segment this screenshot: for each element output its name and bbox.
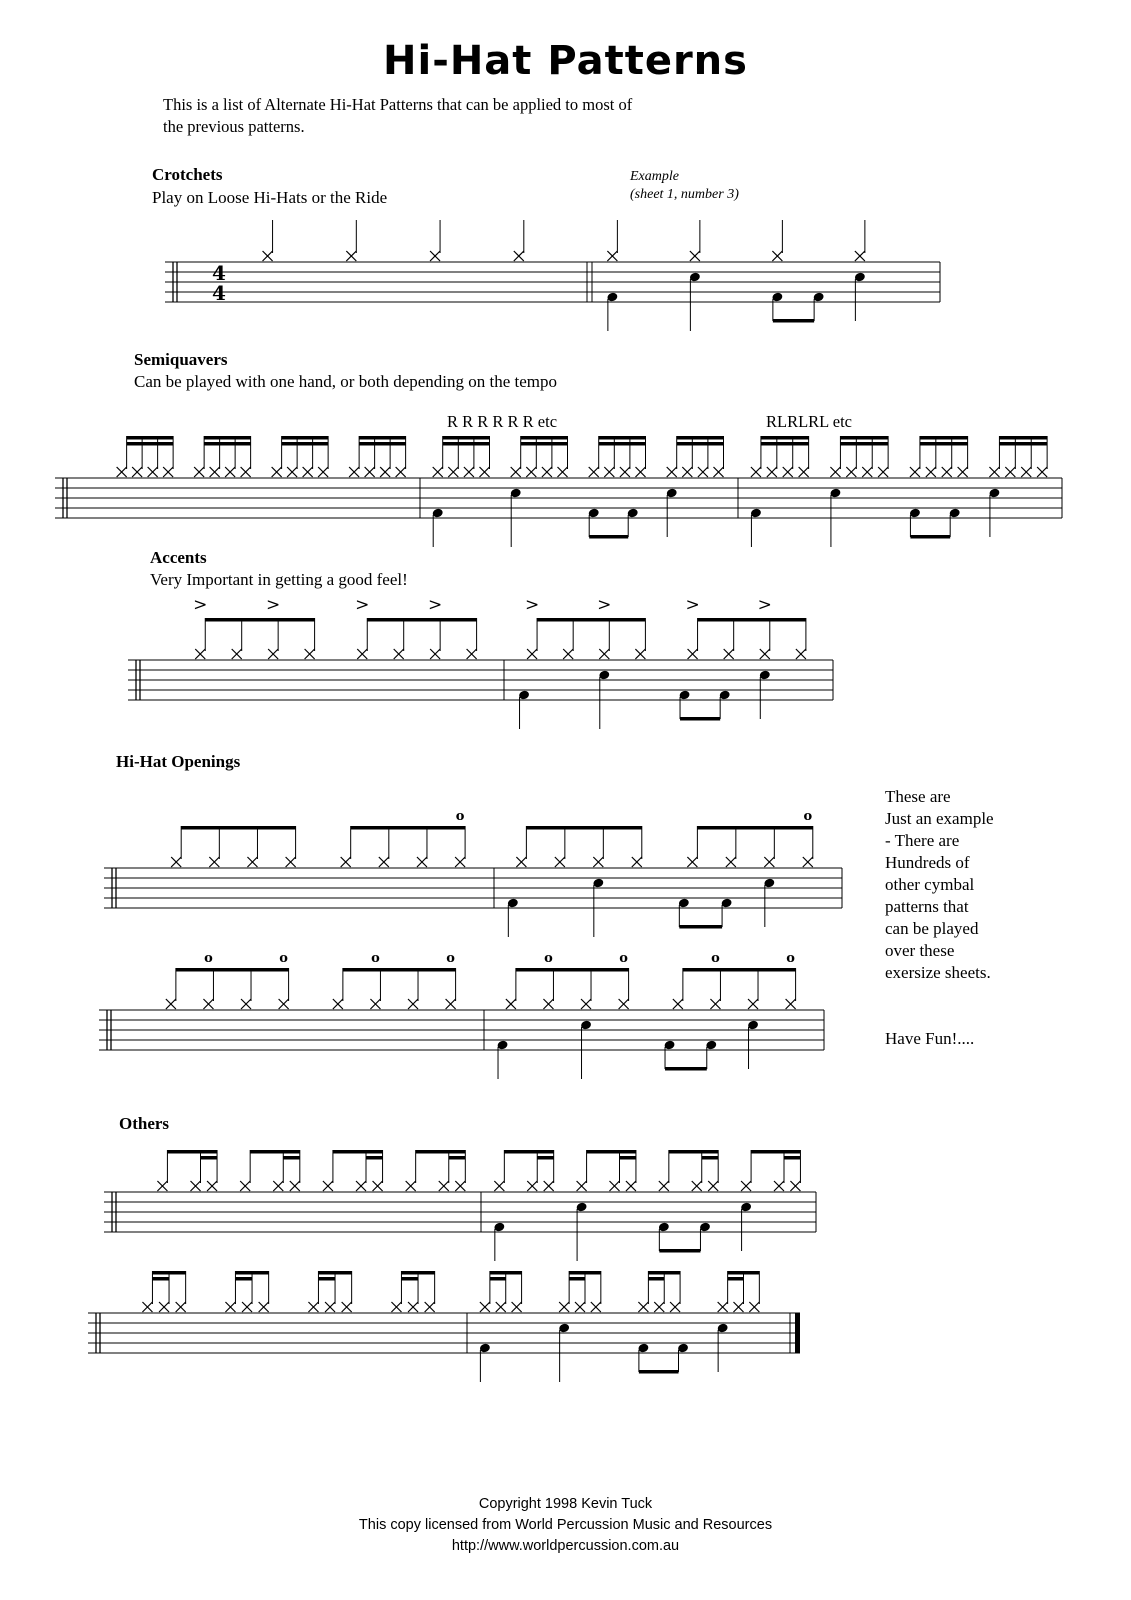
beam — [176, 968, 289, 972]
open-mark: o — [446, 951, 455, 966]
open-mark: o — [455, 809, 465, 824]
beam — [152, 1271, 185, 1275]
beam — [283, 1156, 300, 1160]
example-label: Example — [630, 169, 679, 184]
accent-mark: > — [428, 595, 443, 615]
open-mark: o — [544, 951, 553, 966]
beam — [282, 436, 329, 440]
beam — [521, 442, 568, 446]
intro-line-1: This is a list of Alternate Hi-Hat Patterns that can be applied to most of — [163, 95, 633, 114]
beam — [359, 442, 406, 446]
side-note-line: can be played — [885, 919, 979, 938]
beam — [677, 436, 724, 440]
open-mark: o — [204, 951, 213, 966]
intro-line-2: the previous patterns. — [163, 117, 305, 136]
time-signature-bottom: 4 — [212, 281, 226, 305]
sticking-alternate: RLRLRL etc — [766, 412, 852, 431]
openings-heading: Hi-Hat Openings — [116, 752, 241, 771]
beam — [920, 436, 968, 440]
accent-mark: > — [355, 595, 370, 615]
open-mark: o — [619, 951, 628, 966]
open-mark: o — [786, 951, 795, 966]
open-mark: o — [711, 951, 720, 966]
accent-mark: > — [524, 595, 540, 615]
beam — [665, 1067, 707, 1071]
beam — [648, 1271, 680, 1275]
copyright-line: Copyright 1998 Kevin Tuck — [478, 1496, 653, 1512]
beam — [569, 1277, 585, 1281]
accent-mark: > — [757, 595, 772, 615]
sticking-right-hand: R R R R R R etc — [447, 412, 558, 431]
website-line: http://www.worldpercussion.com.au — [451, 1538, 680, 1554]
others-heading: Others — [119, 1114, 170, 1133]
beam — [443, 442, 490, 446]
beam — [910, 535, 950, 539]
beam — [619, 1156, 635, 1160]
beam — [318, 1271, 351, 1275]
beam — [367, 618, 476, 622]
beam — [167, 1150, 217, 1154]
beam — [587, 1150, 636, 1154]
beam — [680, 717, 720, 721]
side-note-line: Just an example — [885, 809, 994, 828]
beam — [840, 436, 888, 440]
side-note-line: exersize sheets. — [885, 963, 991, 982]
beam — [669, 1150, 718, 1154]
beam — [999, 442, 1047, 446]
beam — [840, 442, 888, 446]
beam — [702, 1156, 718, 1160]
example-reference: (sheet 1, number 3) — [630, 187, 739, 202]
beam — [235, 1277, 252, 1281]
beam — [920, 442, 968, 446]
beam — [282, 442, 329, 446]
beam — [181, 826, 295, 830]
beam — [504, 1150, 553, 1154]
beam — [205, 618, 314, 622]
beam — [761, 442, 809, 446]
beam — [648, 1277, 664, 1281]
beam — [537, 1156, 553, 1160]
beam — [250, 1150, 300, 1154]
beam — [659, 1249, 700, 1253]
beam — [359, 436, 406, 440]
side-note-line: Hundreds of — [885, 853, 970, 872]
beam — [999, 436, 1047, 440]
beam — [679, 925, 722, 929]
beam — [152, 1277, 169, 1281]
time-signature-top: 4 — [212, 261, 226, 285]
accent-mark: > — [597, 595, 612, 615]
beam — [773, 319, 814, 323]
beam — [751, 1150, 800, 1154]
accents-heading: Accents — [150, 548, 207, 567]
page-title: Hi-Hat Patterns — [383, 38, 748, 84]
side-note-line: - There are — [885, 831, 960, 850]
beam — [416, 1150, 466, 1154]
beam — [401, 1277, 418, 1281]
beam — [516, 968, 629, 972]
beam — [351, 826, 465, 830]
side-note-line: over these — [885, 941, 955, 960]
beam — [677, 442, 724, 446]
beam — [698, 618, 806, 622]
beam — [449, 1156, 466, 1160]
beam — [490, 1277, 506, 1281]
open-mark: o — [279, 951, 288, 966]
beam — [127, 442, 174, 446]
beam — [521, 436, 568, 440]
accents-subtitle: Very Important in getting a good feel! — [150, 570, 408, 589]
beam — [639, 1370, 679, 1374]
accent-mark: > — [193, 595, 208, 615]
side-note-line: These are — [885, 787, 951, 806]
beam — [204, 436, 251, 440]
beam — [599, 436, 646, 440]
beam — [343, 968, 456, 972]
beam — [235, 1271, 268, 1275]
beam — [201, 1156, 218, 1160]
crotchets-heading: Crotchets — [152, 165, 223, 184]
license-line: This copy licensed from World Percussion Music and Resources — [358, 1517, 773, 1533]
beam — [318, 1277, 335, 1281]
accent-mark: > — [685, 595, 700, 615]
beam — [443, 436, 490, 440]
side-note-line: other cymbal — [885, 875, 975, 894]
beam — [490, 1271, 522, 1275]
crotchets-subtitle: Play on Loose Hi-Hats or the Ride — [152, 188, 388, 207]
beam — [366, 1156, 383, 1160]
accent-mark: > — [266, 595, 281, 615]
semiquavers-heading: Semiquavers — [134, 350, 228, 369]
beam — [728, 1271, 760, 1275]
open-mark: o — [371, 951, 380, 966]
beam — [204, 442, 251, 446]
beam — [728, 1277, 744, 1281]
side-note-line: patterns that — [885, 897, 969, 916]
beam — [569, 1271, 601, 1275]
final-barline — [795, 1313, 800, 1353]
semiquavers-subtitle: Can be played with one hand, or both depending on the tempo — [134, 372, 558, 391]
beam — [697, 826, 812, 830]
beam — [589, 535, 628, 539]
beam — [784, 1156, 800, 1160]
beam — [401, 1271, 434, 1275]
beam — [761, 436, 809, 440]
beam — [599, 442, 646, 446]
beam — [537, 618, 645, 622]
beam — [683, 968, 796, 972]
beam — [127, 436, 174, 440]
side-note-closing: Have Fun!.... — [885, 1029, 975, 1048]
open-mark: o — [803, 809, 813, 824]
beam — [333, 1150, 383, 1154]
beam — [526, 826, 641, 830]
